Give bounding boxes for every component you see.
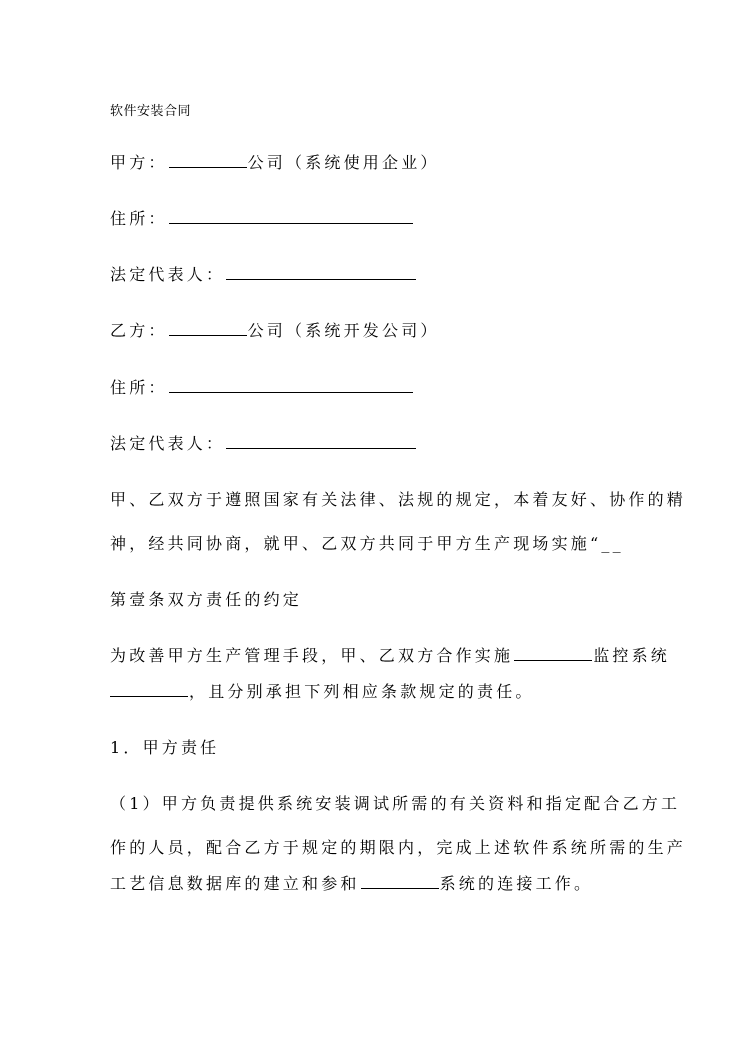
intro-line-1: 甲、乙双方于遵照国家有关法律、法规的规定，本着友好、协作的精	[110, 490, 687, 509]
section-1-item-1-text-a: 工艺信息数据库的建立和参和	[110, 874, 360, 893]
article-1-para-line-2	[110, 681, 535, 703]
party-b-name-blank	[169, 320, 247, 336]
party-b-rep-blank	[226, 433, 416, 449]
article-1-para-text-c: ，且分别承担下列相应条款规定的责任。	[189, 682, 535, 701]
section-1-item-1-line-3	[110, 873, 593, 895]
party-b-rep-label: 法定代表人：	[110, 434, 226, 453]
party-b-address-line	[110, 377, 414, 399]
party-a-name-blank	[169, 152, 247, 168]
section-1-heading: 1．甲方责任	[110, 738, 220, 757]
party-a-suffix: 公司（系统使用企业）	[247, 153, 440, 172]
article-1-para-line-1	[110, 645, 670, 667]
party-b-address-blank	[169, 377, 413, 393]
section-1-item-1-line-1: （1）甲方负责提供系统安装调试所需的有关资料和指定配合乙方工	[110, 794, 681, 813]
party-b-rep-line	[110, 433, 417, 455]
article-1-para-text-b: 监控系统	[593, 646, 671, 665]
article-1-system-blank	[514, 645, 592, 661]
party-a-rep-label: 法定代表人：	[110, 265, 226, 284]
party-a-rep-line	[110, 264, 417, 286]
party-a-line	[110, 152, 440, 174]
party-b-label: 乙方：	[110, 321, 168, 340]
document-title: 软件安装合同	[110, 104, 192, 119]
article-1-heading: 第壹条双方责任的约定	[110, 590, 303, 609]
party-b-line	[110, 320, 440, 342]
party-b-suffix: 公司（系统开发公司）	[247, 321, 440, 340]
article-1-para-text-a: 为改善甲方生产管理手段，甲、乙双方合作实施	[110, 646, 514, 665]
party-a-address-line	[110, 208, 414, 230]
party-a-rep-blank	[226, 264, 416, 280]
article-1-second-blank	[110, 681, 188, 697]
section-1-item-1-line-2: 作的人员，配合乙方于规定的期限内，完成上述软件系统所需的生产	[110, 838, 687, 857]
intro-line-2: 神，经共同协商，就甲、乙双方共同于甲方生产现场实施“__	[110, 534, 624, 553]
party-a-label: 甲方：	[110, 153, 168, 172]
section-1-item-1-text-b: 系统的连接工作。	[439, 874, 594, 893]
party-a-address-blank	[169, 208, 413, 224]
party-b-address-label: 住所：	[110, 378, 168, 397]
party-a-address-label: 住所：	[110, 209, 168, 228]
section-1-item-1-blank	[361, 873, 439, 889]
